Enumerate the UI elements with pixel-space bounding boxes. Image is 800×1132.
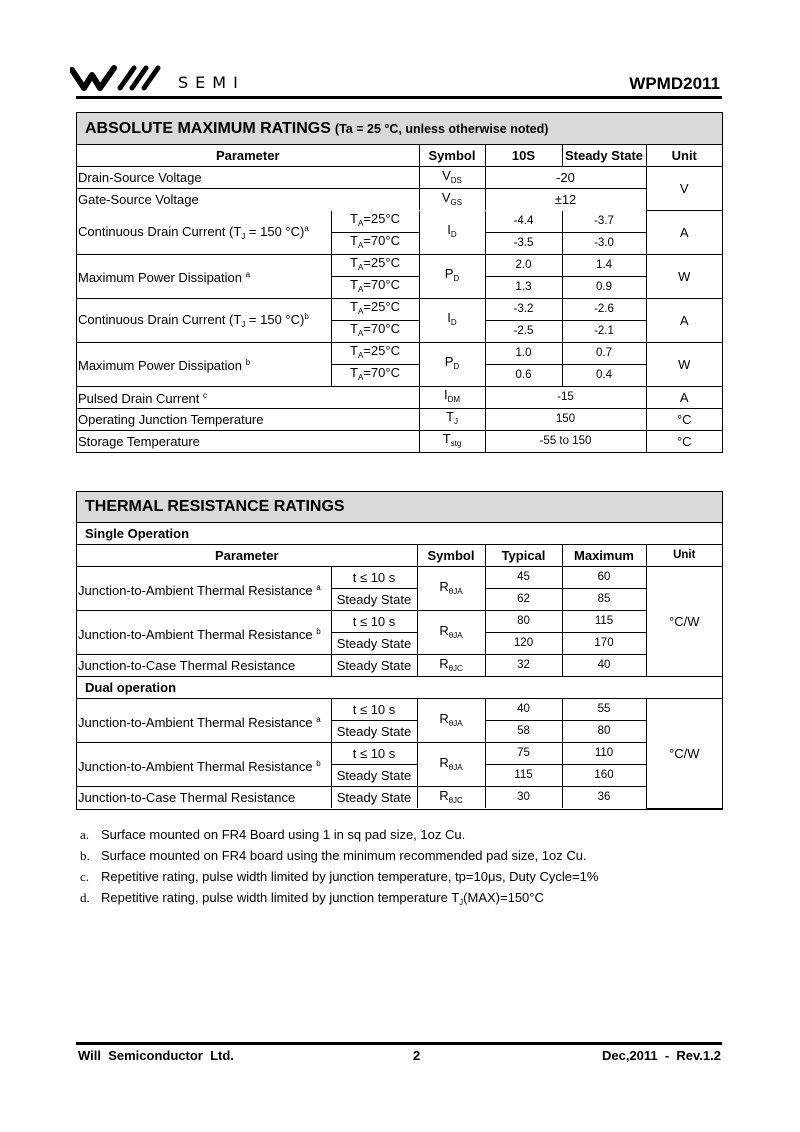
- param-tj: Operating Junction Temperature: [77, 408, 419, 430]
- typical: 30: [485, 787, 562, 809]
- value: -2.5: [485, 320, 562, 342]
- unit: A: [646, 298, 722, 342]
- symbol-id: $I_D$: [419, 298, 485, 342]
- symbol-rja: $R_{\theta JA}$: [417, 699, 485, 743]
- abs-max-subtitle: (Ta = 25 °C, unless otherwise noted): [334, 121, 549, 136]
- table-row: [77, 430, 722, 452]
- symbol-vds: $V_{DS}$: [419, 167, 485, 189]
- footnote-a: [80, 827, 465, 843]
- footnote-text: Surface mounted on FR4 Board using 1 in sq pad size, 1oz Cu.: [101, 827, 466, 842]
- table-row: [77, 189, 722, 211]
- table-row: [77, 408, 722, 430]
- symbol-pd: $P_D$: [419, 342, 485, 386]
- col-maximum: Maximum: [562, 545, 646, 567]
- footnote-label: d.: [80, 890, 90, 905]
- footnote-label: c.: [80, 869, 90, 884]
- param-rja-a: Junction-to-Ambient Thermal Resistance $^a$: [77, 567, 331, 611]
- maximum: 85: [562, 589, 646, 611]
- value: -2.1: [562, 320, 646, 342]
- param-vds: Drain-Source Voltage: [77, 167, 419, 189]
- section-row: [77, 677, 722, 699]
- value: 0.4: [562, 364, 646, 386]
- unit-dual: °C/W: [646, 699, 722, 809]
- value: -3.2: [485, 298, 562, 320]
- typical: 32: [485, 655, 562, 677]
- param-pd-a: Maximum Power Dissipation $^a$: [77, 254, 331, 298]
- table-row: [77, 167, 722, 189]
- symbol-rja: $R_{\theta JA}$: [417, 611, 485, 655]
- unit: A: [646, 386, 722, 408]
- param-id-b: Continuous Drain Current ($T_J = 150$ °C)$^b$: [77, 298, 331, 342]
- value-tstg: -55 to 150: [485, 430, 646, 452]
- col-unit: Unit: [646, 545, 722, 567]
- abs-max-title: ABSOLUTE MAXIMUM RATINGS: [85, 119, 331, 137]
- maximum: 60: [562, 567, 646, 589]
- value-idm: -15: [485, 386, 646, 408]
- cond: t ≤ 10 s: [331, 699, 417, 721]
- maximum: 160: [562, 765, 646, 787]
- cond: Steady State: [331, 721, 417, 743]
- thermal-title: THERMAL RESISTANCE RATINGS: [85, 498, 345, 515]
- value: 1.4: [562, 254, 646, 276]
- value: 0.7: [562, 342, 646, 364]
- typical: 40: [485, 699, 562, 721]
- typical: 45: [485, 567, 562, 589]
- table-row: [77, 254, 722, 276]
- col-symbol: Symbol: [419, 145, 485, 167]
- symbol-rjc: $R_{\theta JC}$: [417, 787, 485, 809]
- col-steady: Steady State: [562, 145, 646, 167]
- value: 2.0: [485, 254, 562, 276]
- cond: Steady State: [331, 655, 417, 677]
- footnote-text: Surface mounted on FR4 board using the minimum recommended pad size, 1oz Cu.: [101, 848, 587, 863]
- symbol-rja: $R_{\theta JA}$: [417, 567, 485, 611]
- col-symbol: Symbol: [417, 545, 485, 567]
- unit: A: [646, 211, 722, 255]
- col-typical: Typical: [485, 545, 562, 567]
- maximum: 80: [562, 721, 646, 743]
- dual-operation-label: Dual operation: [77, 677, 722, 699]
- table-row: [77, 298, 722, 320]
- param-rjc: Junction-to-Case Thermal Resistance: [77, 655, 331, 677]
- brand-text: SEMI: [178, 73, 245, 92]
- typical: 80: [485, 611, 562, 633]
- value-vgs: ±12: [485, 189, 646, 211]
- cond: t ≤ 10 s: [331, 567, 417, 589]
- unit: W: [646, 342, 722, 386]
- maximum: 36: [562, 787, 646, 809]
- will-semi-logo: [70, 62, 170, 92]
- footer-rule: [76, 1042, 722, 1045]
- absolute-maximum-ratings-table: [76, 112, 723, 453]
- table-row: [77, 787, 722, 809]
- symbol-rja: $R_{\theta JA}$: [417, 743, 485, 787]
- footnote-label: a.: [80, 827, 90, 842]
- value: -3.0: [562, 232, 646, 254]
- maximum: 110: [562, 743, 646, 765]
- table-title: [77, 492, 722, 523]
- param-tstg: Storage Temperature: [77, 430, 419, 452]
- unit-voltage: V: [646, 167, 722, 211]
- param-idm: Pulsed Drain Current $^c$: [77, 386, 419, 408]
- value: -2.6: [562, 298, 646, 320]
- unit-single: °C/W: [646, 567, 722, 677]
- footnote-b: [80, 848, 587, 864]
- header-row: [77, 545, 722, 567]
- maximum: 40: [562, 655, 646, 677]
- param-vgs: Gate-Source Voltage: [77, 189, 419, 211]
- thermal-resistance-table: [76, 491, 723, 810]
- typical: 62: [485, 589, 562, 611]
- typical: 120: [485, 633, 562, 655]
- table-row: [77, 567, 722, 589]
- param-rjc: Junction-to-Case Thermal Resistance: [77, 787, 331, 809]
- typical: 75: [485, 743, 562, 765]
- symbol-vgs: $V_{GS}$: [419, 189, 485, 211]
- symbol-id: $I_D$: [419, 211, 485, 255]
- footnote-text: Repetitive rating, pulse width limited by junction temperature $T_J(MAX)=150^\circ C$: [101, 890, 544, 907]
- col-unit: Unit: [646, 145, 722, 167]
- header-row: [77, 145, 722, 167]
- table-row: [77, 743, 722, 765]
- footer-revision: Dec,2011 - Rev.1.2: [601, 1048, 721, 1063]
- value: -3.5: [485, 232, 562, 254]
- unit: °C: [646, 408, 722, 430]
- page-number: 2: [413, 1048, 421, 1063]
- model-number: WPMD2011: [629, 74, 720, 93]
- table-row: [77, 386, 722, 408]
- single-operation-label: Single Operation: [77, 523, 722, 545]
- value: 0.9: [562, 276, 646, 298]
- value: 1.0: [485, 342, 562, 364]
- unit: °C: [646, 430, 722, 452]
- cond: Steady State: [331, 589, 417, 611]
- typical: 58: [485, 721, 562, 743]
- maximum: 55: [562, 699, 646, 721]
- cond: Steady State: [331, 765, 417, 787]
- col-10s: 10S: [485, 145, 562, 167]
- cond: t ≤ 10 s: [331, 611, 417, 633]
- col-parameter: Parameter: [77, 545, 417, 567]
- cond: $T_A=70^\circ C$: [331, 276, 419, 298]
- footnote-d: [80, 890, 544, 907]
- cond: t ≤ 10 s: [331, 743, 417, 765]
- symbol-tj: $T_J$: [419, 408, 485, 430]
- symbol-idm: $I_{DM}$: [419, 386, 485, 408]
- header-rule: [76, 96, 722, 99]
- cond: $T_A=70^\circ C$: [331, 320, 419, 342]
- maximum: 170: [562, 633, 646, 655]
- param-rja-b: Junction-to-Ambient Thermal Resistance $^b$: [77, 611, 331, 655]
- footnote-label: b.: [80, 848, 90, 863]
- cond: Steady State: [331, 633, 417, 655]
- table-row: [77, 211, 722, 233]
- table-title: [77, 113, 722, 145]
- footnote-c: [80, 869, 598, 885]
- col-parameter: Parameter: [77, 145, 419, 167]
- maximum: 115: [562, 611, 646, 633]
- value: -3.7: [562, 211, 646, 233]
- symbol-rjc: $R_{\theta JC}$: [417, 655, 485, 677]
- symbol-tstg: $T_{stg}$: [419, 430, 485, 452]
- param-rja-a: Junction-to-Ambient Thermal Resistance $^a$: [77, 699, 331, 743]
- table-row: [77, 611, 722, 633]
- footnote-text: Repetitive rating, pulse width limited by junction temperature, tp=10μs, Duty Cycle=1%: [101, 869, 599, 884]
- typical: 115: [485, 765, 562, 787]
- footer-company: Will Semiconductor Ltd.: [78, 1048, 234, 1063]
- cond: $T_A=70^\circ C$: [331, 232, 419, 254]
- cond: $T_A=25^\circ C$: [331, 254, 419, 276]
- cond: $T_A=70^\circ C$: [331, 364, 419, 386]
- value: -4.4: [485, 211, 562, 233]
- cond: $T_A=25^\circ C$: [331, 342, 419, 364]
- value-tj: 150: [485, 408, 646, 430]
- param-id-a: Continuous Drain Current ($T_J = 150$ °C)$^a$: [77, 211, 331, 255]
- unit: W: [646, 254, 722, 298]
- value-vds: -20: [485, 167, 646, 189]
- symbol-pd: $P_D$: [419, 254, 485, 298]
- cond: $T_A=25^\circ C$: [331, 298, 419, 320]
- cond: Steady State: [331, 787, 417, 809]
- cond: $T_A=25^\circ C$: [331, 211, 419, 233]
- table-row: [77, 342, 722, 364]
- section-row: [77, 523, 722, 545]
- param-pd-b: Maximum Power Dissipation $^b$: [77, 342, 331, 386]
- param-rja-b: Junction-to-Ambient Thermal Resistance $^b$: [77, 743, 331, 787]
- value: 1.3: [485, 276, 562, 298]
- value: 0.6: [485, 364, 562, 386]
- table-row: [77, 655, 722, 677]
- table-row: [77, 699, 722, 721]
